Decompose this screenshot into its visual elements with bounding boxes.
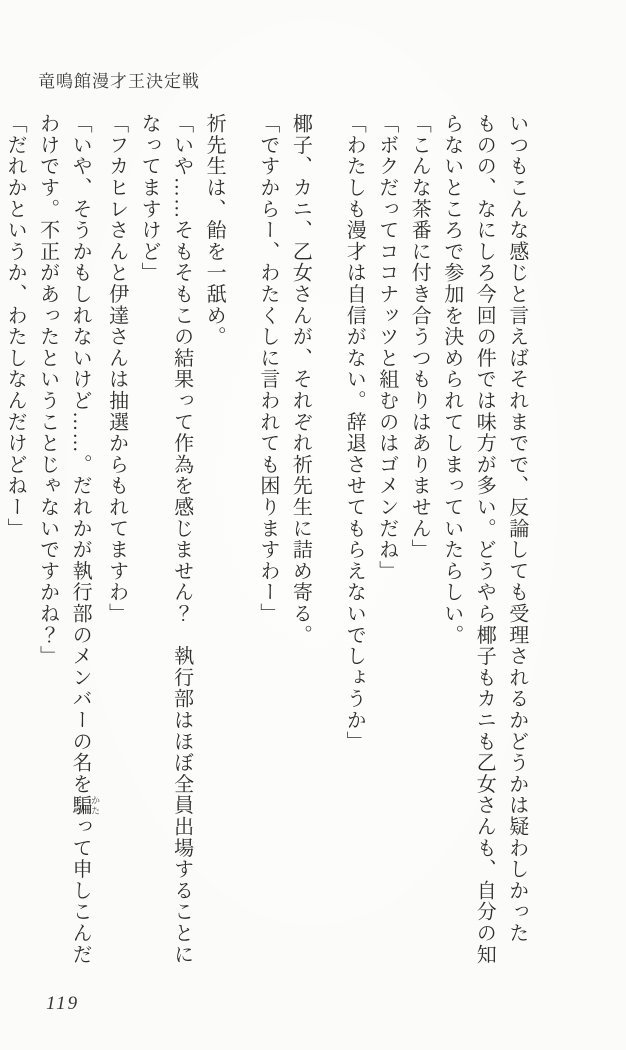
text-column: 祈先生は、飴を一舐め。	[203, 113, 226, 348]
ruby-annotated-kanji: 騙 かた	[69, 794, 101, 816]
text-column: 「ボクだってココナッツと組むのはゴメンだね」	[375, 113, 398, 582]
text-column: 「ですからー、わたくしに言われても困りますわー」	[256, 113, 279, 625]
page-number: 119	[46, 993, 80, 1014]
text-column: 「いや、そうかもしれないけど……。だれかが執行部のメンバーの名を騙 かたって申しこんだ	[69, 113, 101, 966]
text-column: 「いや……そもそもこの結果って作為を感じません？ 執行部はほぼ全員出場することに	[170, 113, 193, 965]
text-column: なってますけど」	[138, 113, 161, 284]
text-column: 「フカヒレさんと伊達さんは抽選からもれてますわ」	[105, 113, 128, 625]
furigana: かた	[90, 794, 101, 816]
text-column: らないところで参加を決められてしまっていたらしい。	[440, 113, 463, 646]
text-column: 「だれかというか、わたしなんだけどねー」	[4, 113, 27, 539]
text-column: 椰子、カニ、乙女さんが、それぞれ祈先生に詰め寄る。	[289, 113, 312, 646]
text-column: わけです。不正があったということじゃないですかね？」	[36, 113, 59, 667]
text-column: 「わたしも漫才は自信がない。辞退させてもらえないでしょうか」	[343, 113, 366, 752]
text-column: いつもこんな感じと言えばそれまでで、反論しても受理されるかどうかは疑わしかった	[505, 113, 528, 944]
text-block	[4, 113, 554, 969]
text-column: ものの、なにしろ今回の件では味方が多い。どうやら椰子もカニも乙女さんも、自分の知	[473, 113, 496, 965]
text-column: 「こんな茶番に付き合うつもりはありません」	[408, 113, 431, 561]
running-header: 竜鳴館漫才王決定戦	[38, 72, 200, 91]
